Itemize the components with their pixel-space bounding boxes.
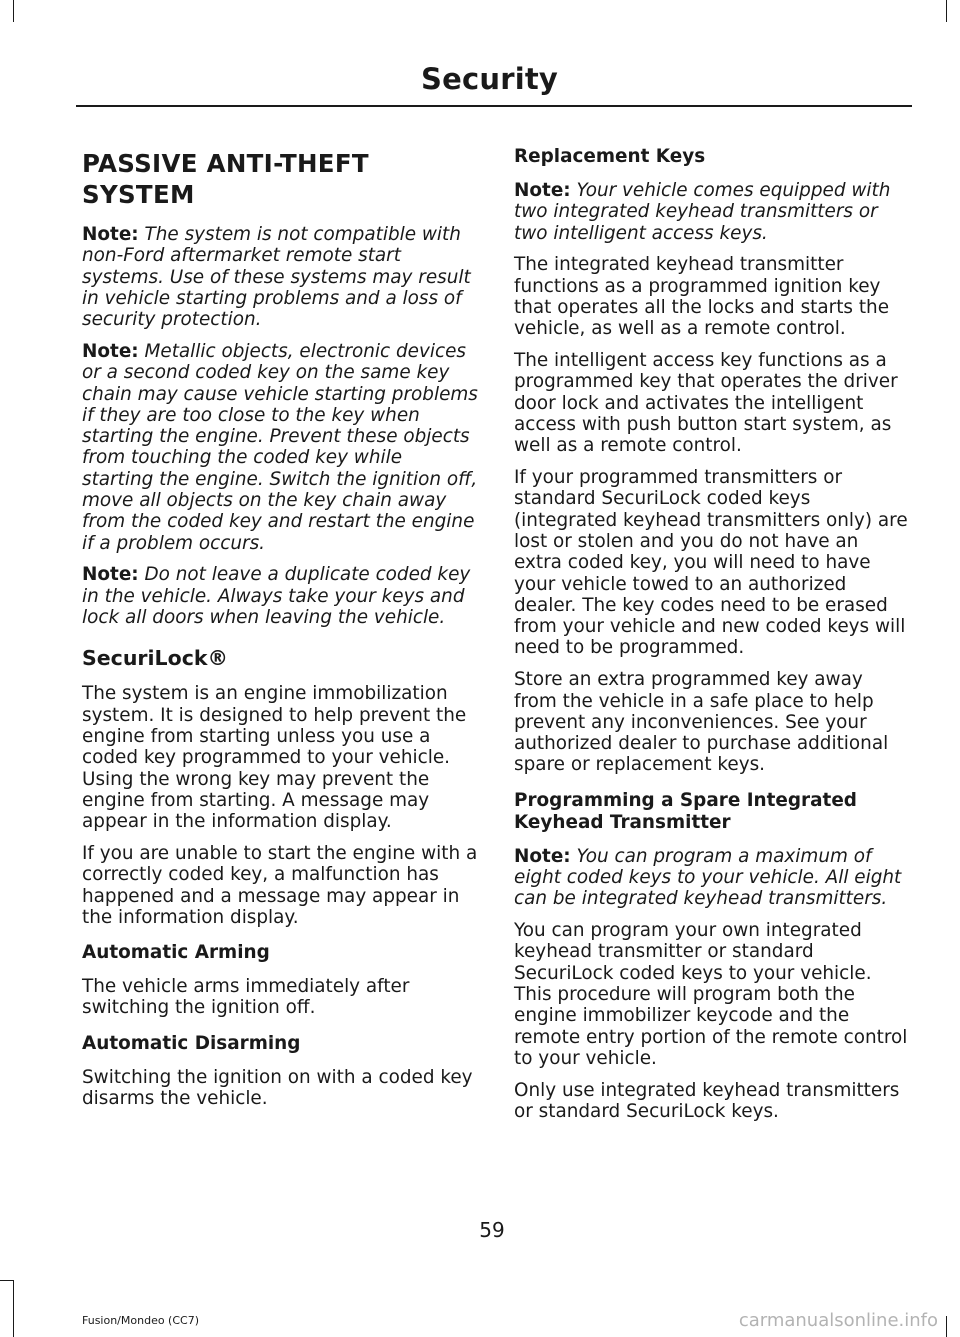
body-paragraph: Only use integrated keyhead transmitters or standard SecuriLock keys. <box>514 1079 900 1122</box>
note-paragraph <box>82 224 478 330</box>
watermark-link[interactable]: carmanualsonline.info <box>738 1310 938 1331</box>
crop-mark-bottom-left <box>13 1280 14 1337</box>
note-label: Note: <box>82 224 139 245</box>
crop-mark-top-left <box>13 0 14 22</box>
heading-replacement-keys: Replacement Keys <box>514 146 706 167</box>
page-number: 59 <box>479 1218 505 1242</box>
crop-mark-bottom-right <box>946 1316 947 1337</box>
crop-mark-top-right <box>946 0 947 22</box>
body-paragraph: The integrated keyhead transmitter functions as a programmed ignition key that operates all the locks and starts the vehicle, as well as a remote control. <box>514 254 890 340</box>
body-paragraph: The intelligent access key functions as a programmed key that operates the driver door lock and activates the intelligent access with push button start system, as well as a remote control. <box>514 350 898 457</box>
body-paragraph: If you are unable to start the engine with a correctly coded key, a malfunction has happened and a message may appear in the information display. <box>82 842 478 928</box>
note-text: The system is not compatible with non-Ford aftermarket remote start systems. Use of these systems may result in vehicle starting problems and a loss of security protection. <box>82 224 471 331</box>
heading-programming-spare: Programming a Spare Integrated Keyhead Transmitter <box>514 789 857 833</box>
body-paragraph: You can program your own integrated keyhead transmitter or standard SecuriLock coded keys to your vehicle. This procedure will program both the engine immobilizer keycode and the remote entry portion of the remote control to your vehicle. <box>514 920 908 1069</box>
body-paragraph: Store an extra programmed key away from the vehicle in a safe place to help prevent any inconveniences. See your authorized dealer to purchase additional spare or replacement keys. <box>514 669 889 776</box>
heading-automatic-arming: Automatic Arming <box>82 942 270 964</box>
body-paragraph: Switching the ignition on with a coded key disarms the vehicle. <box>82 1066 473 1109</box>
note-label: Note: <box>82 564 139 586</box>
note-text: You can program a maximum of eight coded keys to your vehicle. All eight can be integrated keyhead transmitters. <box>514 845 902 910</box>
note-text: Your vehicle comes equipped with two integrated keyhead transmitters or two intelligent access keys. <box>514 180 891 244</box>
note-label: Note: <box>514 845 571 867</box>
note-paragraph <box>82 564 478 628</box>
note-label: Note: <box>82 340 139 362</box>
note-paragraph <box>514 180 910 244</box>
heading-securilock: SecuriLock® <box>82 646 228 671</box>
header-divider <box>76 105 912 107</box>
heading-automatic-disarming: Automatic Disarming <box>82 1032 301 1054</box>
right-column <box>514 146 910 1133</box>
body-paragraph: The system is an engine immobilization system. It is designed to help prevent the engine from starting unless you use a coded key programmed to your vehicle. Using the wrong key may prevent the engine from starting. A message may appear in the information display. <box>82 683 467 833</box>
body-paragraph: The vehicle arms immediately after switching the ignition off. <box>82 976 410 1019</box>
footer-model-label: Fusion/Mondeo (CC7) <box>82 1314 200 1327</box>
crop-mark-bottom-left-h <box>0 1280 13 1281</box>
left-column <box>82 146 478 1120</box>
note-label: Note: <box>514 180 571 201</box>
page-section-title: Security <box>421 62 558 96</box>
heading-passive-anti-theft: PASSIVE ANTI-THEFT SYSTEM <box>82 149 369 209</box>
note-text: Do not leave a duplicate coded key in the vehicle. Always take your keys and lock all doors when leaving the vehicle. <box>82 564 471 629</box>
note-text: Metallic objects, electronic devices or a second coded key on the same key chain may cause vehicle starting problems if they are too close to the key when starting the engine. Prevent these objects from touching the coded key while starting the engine. Switch the ignition off, move all objects on the key chain away from the coded key and restart the engine if a problem occurs. <box>82 340 478 554</box>
body-paragraph: If your programmed transmitters or standard SecuriLock coded keys (integrated keyhead transmitters only) are lost or stolen and you do not have an extra coded key, you will need to have your vehicle towed to an authorized dealer. The key codes need to be erased from your vehicle and new coded keys will need to be programmed. <box>514 467 908 659</box>
note-paragraph <box>82 341 478 554</box>
note-paragraph <box>514 846 910 910</box>
